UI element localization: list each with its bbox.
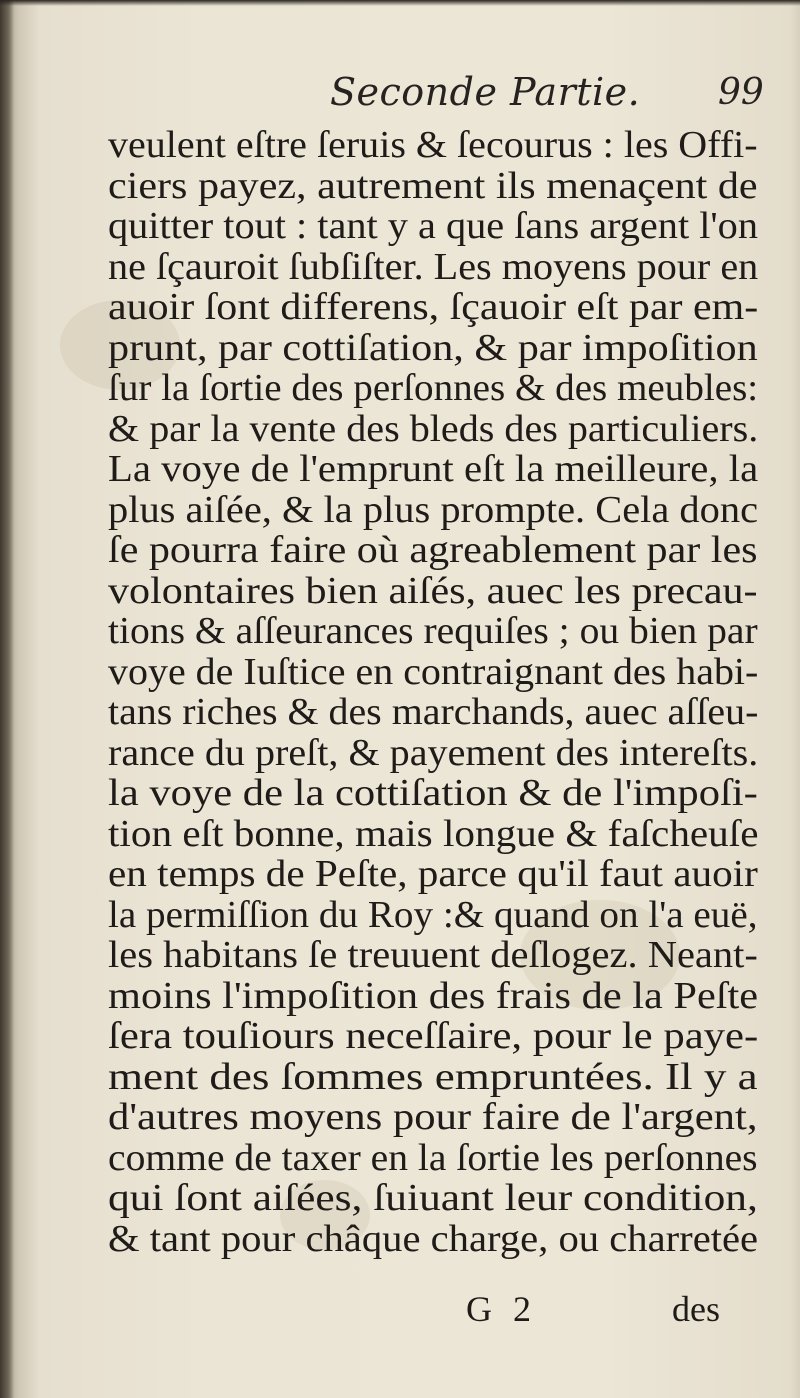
text-line: la voye de la cottiſation & de l'impoſi-	[108, 772, 758, 814]
text-line: qui ſont aiſées, ſuiuant leur condition,	[108, 1177, 758, 1219]
page-header	[0, 70, 800, 120]
text-line: tans riches & des marchands, auec aſſeu-	[108, 691, 759, 733]
text-line: prunt, par cottiſation, & par impoſition	[108, 326, 758, 369]
text-line: ment des ſommes empruntées. Il y a	[108, 1055, 758, 1098]
text-line: veulent eſtre ſeruis & ſecourus : les Offi-	[108, 124, 758, 166]
text-line: ſe pourra faire où agreablement par les	[108, 529, 758, 571]
text-line: moins l'impoſition des frais de la Peſte	[108, 974, 759, 1017]
catchword: des	[672, 1289, 720, 1329]
text-line: les habitans ſe treuuent deſlogez. Neant-	[108, 934, 758, 976]
text-line: ſur la ſortie des perſonnes & des meubles:	[108, 367, 759, 409]
text-line: tion eſt bonne, mais longue & faſcheuſe	[108, 812, 759, 855]
text-line: comme de taxer en la ſortie les perſonnes	[108, 1136, 758, 1179]
text-line: quitter tout : tant y a que ſans argent l'on	[108, 205, 758, 247]
text-line: voye de Iuſtice en contraignant des habi-	[108, 650, 759, 693]
page-top-edge	[0, 0, 800, 6]
text-line: La voye de l'emprunt eſt la meilleure, la	[108, 448, 759, 490]
text-line: en temps de Peſte, parce qu'il faut auoir	[108, 853, 758, 895]
text-line: & tant pour châque charge, ou charretée	[108, 1217, 759, 1260]
text-line: & par la vente des bleds des particuliers.	[108, 407, 759, 450]
text-line: ſera touſiours neceſſaire, pour le paye-	[108, 1015, 759, 1057]
page-footer	[0, 1288, 800, 1338]
text-line: rance du preſt, & payement des intereſts.	[108, 731, 759, 774]
text-line: volontaires bien aiſés, auec les precau-	[108, 569, 758, 612]
page-gutter-shadow	[0, 0, 14, 1398]
text-line: auoir ſont differens, ſçauoir eſt par em-	[108, 286, 759, 328]
text-line: plus aiſée, & la plus prompte. Cela donc	[108, 488, 759, 531]
text-line: la permiſſion du Roy :& quand on l'a euë,	[108, 893, 758, 936]
text-line: tions & aſſeurances requiſes ; ou bien par	[108, 610, 758, 652]
text-line: ciers payez, autrement ils menaçent de	[108, 164, 758, 207]
running-head: Seconde Partie.	[330, 70, 641, 114]
page-number: 99	[718, 72, 764, 113]
signature-mark: G 2	[466, 1289, 537, 1329]
text-line: d'autres moyens pour faire de l'argent,	[108, 1096, 758, 1138]
text-line: ne ſçauroit ſubſiſter. Les moyens pour en	[108, 245, 759, 288]
